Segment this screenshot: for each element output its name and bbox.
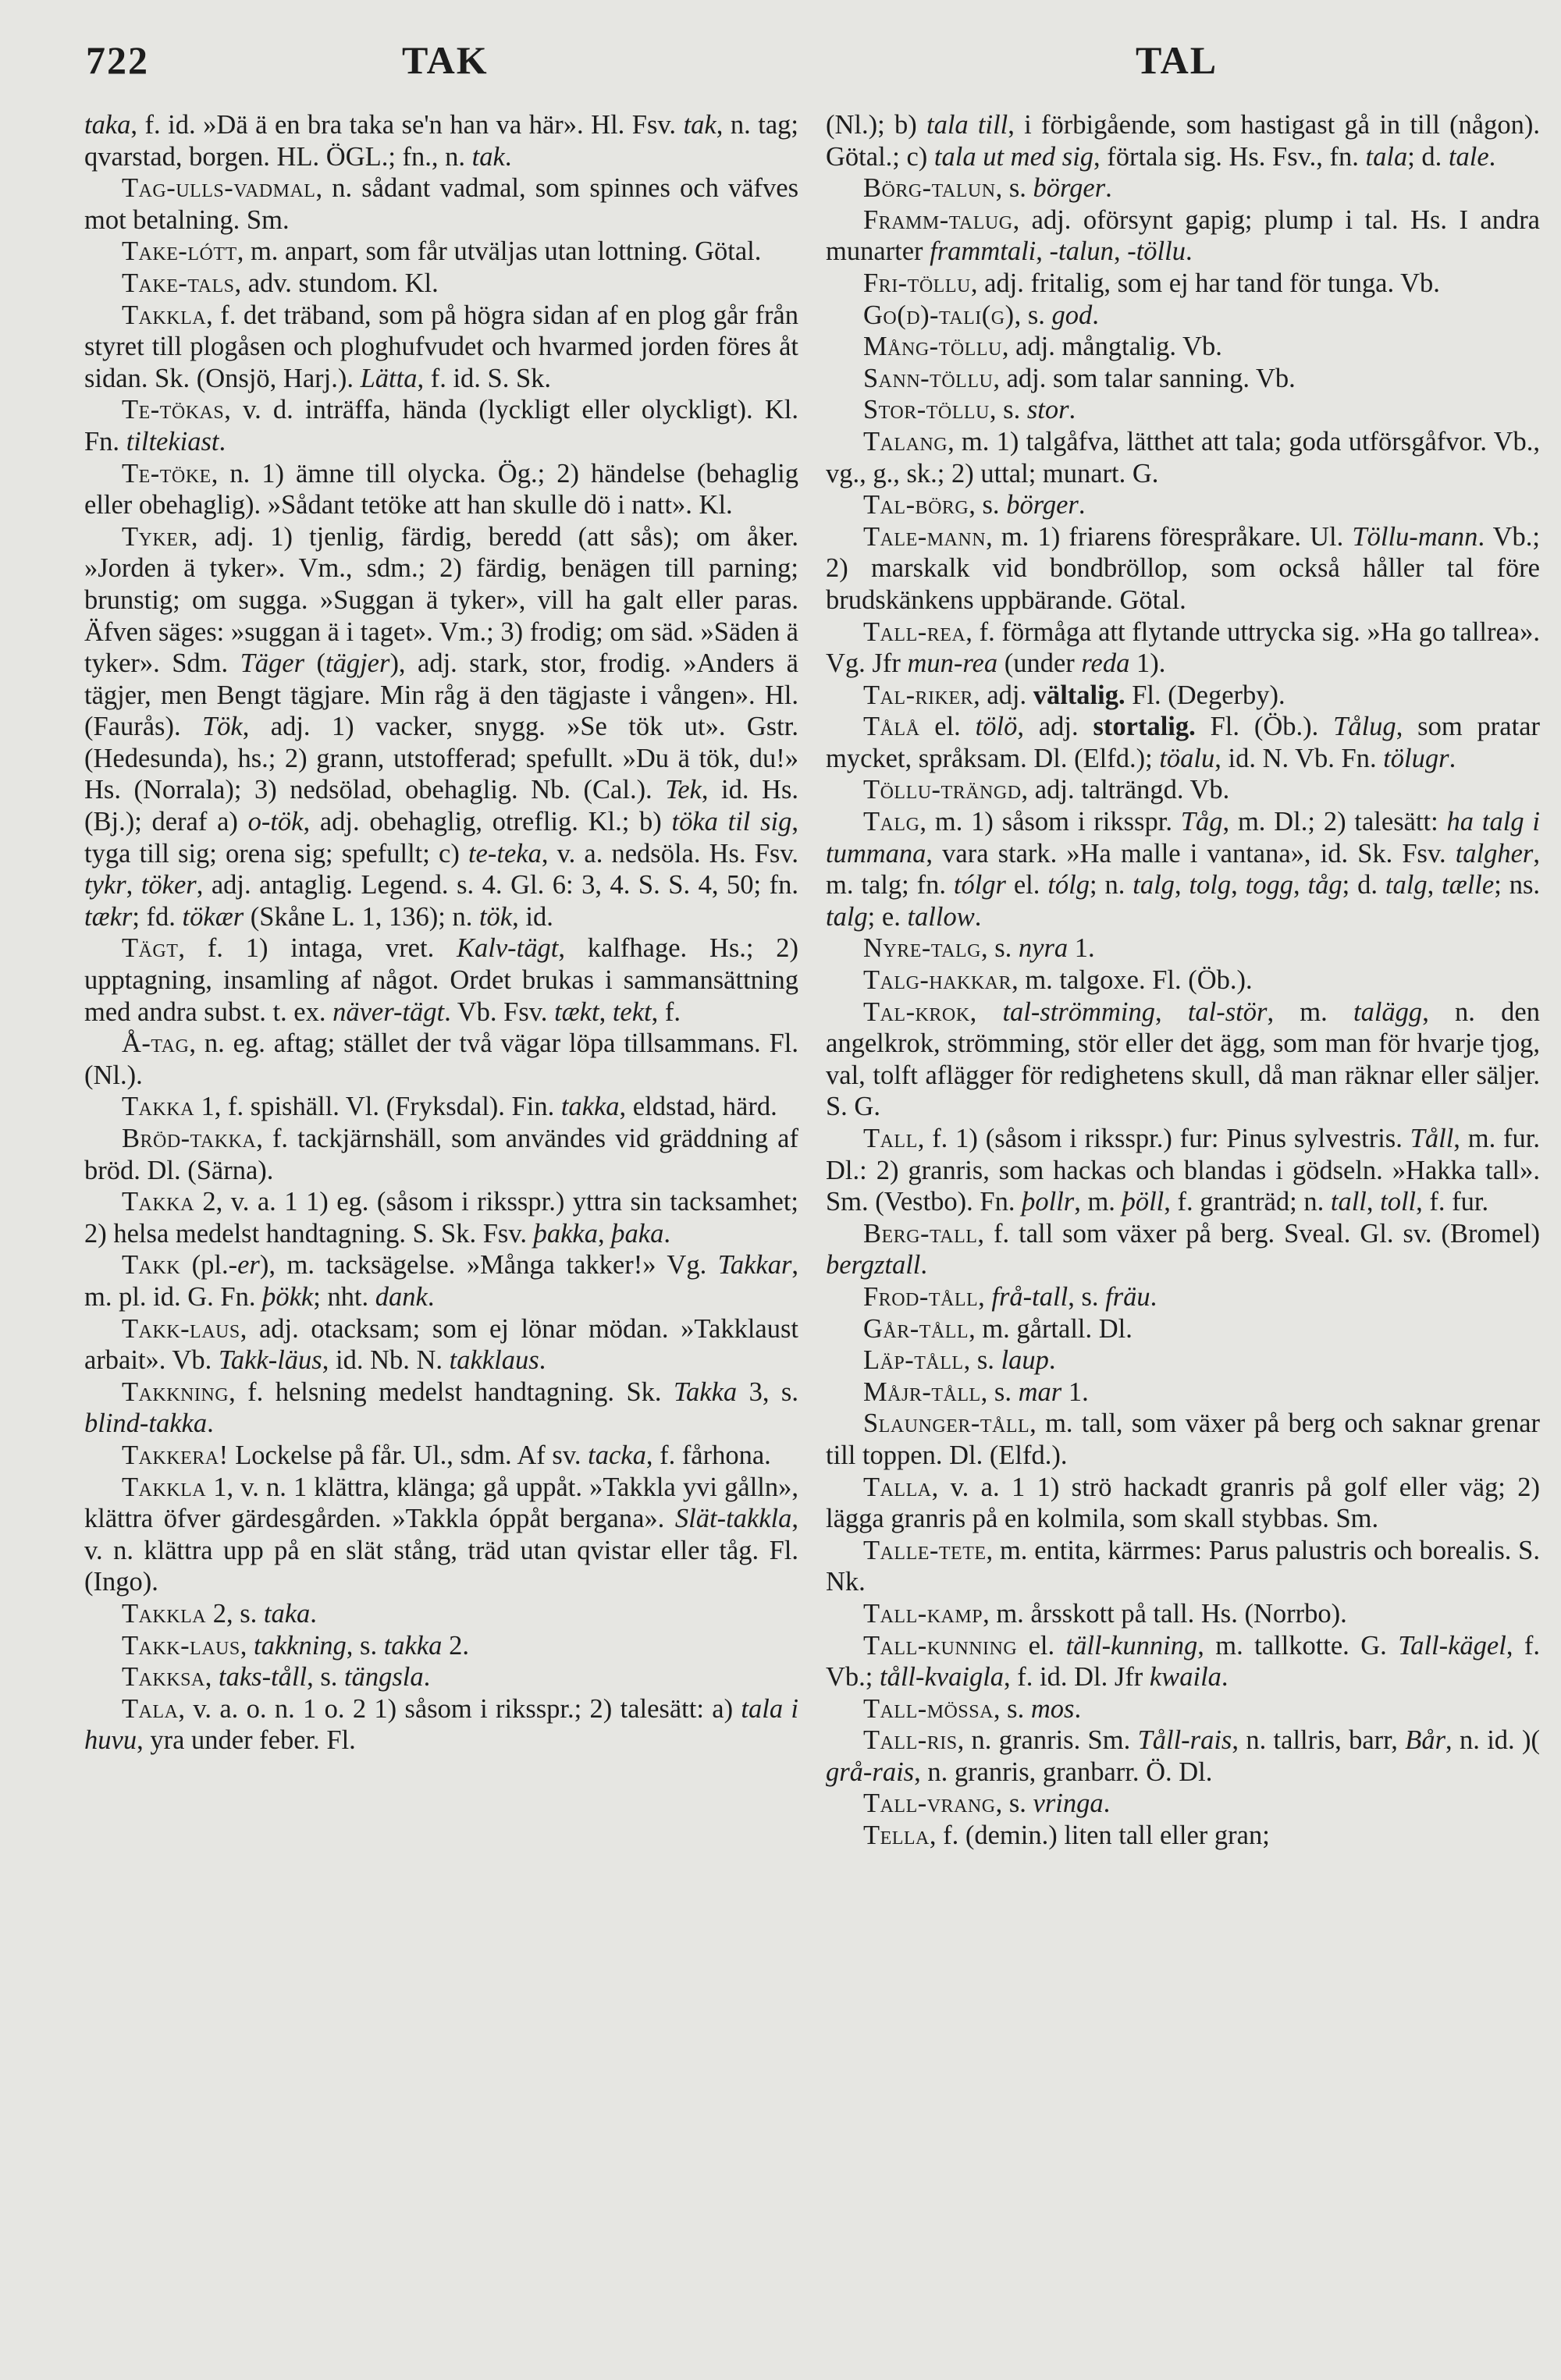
dictionary-entry: Takkla 2, s. taka. [122, 1598, 317, 1629]
dictionary-entry: Tal-riker, adj. vältalig. Fl. (Degerby). [863, 680, 1285, 710]
dictionary-entry: Takksa, taks-tåll, s. tängsla. [122, 1662, 431, 1693]
dictionary-entry: Tålå el. tölö, adj. stortalig. Fl. (Öb.). Tålug, som pratar mycket, språksam. Dl. (Elfd.); töalu, id. N. Vb. Fn. tölugr. [826, 712, 1540, 773]
dictionary-entry: Slaunger-tåll, m. tall, som växer på berg och saknar grenar till toppen. Dl. (Elfd.). [826, 1408, 1540, 1470]
dictionary-entry: Nyre-talg, s. nyra 1. [863, 933, 1095, 964]
dictionary-entry: (Nl.); b) tala till, i förbigående, som hastigast gå in till (någon). Götal.; c) tala ut med sig, förtala sig. Hs. Fsv., fn. tala; d. tale. [826, 110, 1540, 172]
dictionary-entry: Te-tökas, v. d. inträffa, hända (lyckligt eller olyckligt). Kl. Fn. tiltekiast. [84, 395, 798, 456]
dictionary-entry: Takkla, f. det träband, som på högra sidan af en plog går från styret till plogåsen och ploghufvudet och hvarmed jorden föres åt sidan. Sk. (Onsjö, Harj.). Lätta, f. id. S. Sk. [84, 300, 798, 393]
dictionary-entry: Talg-hakkar, m. talgoxe. Fl. (Öb.). [863, 965, 1253, 996]
dictionary-entry: Takk-laus, adj. otacksam; som ej lönar mödan. »Takklaust arbait». Vb. Takk-läus, id. Nb. N. takklaus. [84, 1313, 798, 1376]
dictionary-entry: Talla, v. a. 1 1) strö hackadt granris på golf eller väg; 2) lägga granris på en kolmila, som skall stybbas. Sm. [826, 1472, 1540, 1534]
left-column [84, 109, 798, 1757]
dictionary-entry: Mång-töllu, adj. mångtalig. Vb. [863, 332, 1222, 362]
dictionary-entry: Talg, m. 1) såsom i riksspr. Tåg, m. Dl.; 2) talesätt: ha talg i tummana, vara stark. »Ha malle i vantana», id. Sk. Fsv. talgher, m. talg; fn. tólgr el. tólg; n. talg, tolg, togg, tåg; d. talg, tælle; ns. talg; e. tallow. [826, 807, 1541, 932]
dictionary-entry: Berg-tall, f. tall som växer på berg. Sveal. Gl. sv. (Bromel) bergztall. [826, 1218, 1540, 1281]
dictionary-entry: Måjr-tåll, s. mar 1. [863, 1376, 1089, 1407]
dictionary-entry: taka, f. id. »Dä ä en bra taka se'n han va här». Hl. Fsv. tak, n. tag; qvarstad, borgen. HL. ÖGL.; fn., n. tak. [84, 110, 798, 172]
dictionary-entry: Tal-börg, s. börger. [863, 490, 1086, 520]
dictionary-entry: Tall, f. 1) (såsom i riksspr.) fur: Pinus sylvestris. Tåll, m. fur. Dl.: 2) granris, som hackas och blandas i gödseln. »Hakka tall». Sm. (Vestbo). Fn. þollr, m. þöll, f. granträd; n. tall, toll, f. fur. [826, 1124, 1540, 1217]
dictionary-entry: Framm-talug, adj. oförsynt gapig; plump i tal. Hs. I andra munarter frammtali, -talun, -töllu. [826, 204, 1540, 267]
dictionary-entry: Take-tals, adv. stundom. Kl. [122, 268, 439, 298]
dictionary-entry: Talle-tete, m. entita, kärrmes: Parus palustris och borealis. S. Nk. [826, 1535, 1540, 1597]
page-number: 722 [86, 38, 149, 82]
dictionary-entry: Takk (pl.-er), m. tacksägelse. »Många takker!» Vg. Takkar, m. pl. id. G. Fn. þökk; nht. dank. [84, 1250, 798, 1312]
dictionary-entry: Börg-talun, s. börger. [863, 173, 1112, 204]
left-running-head: TAK [402, 38, 489, 82]
dictionary-entry: Go(d)-tali(g), s. god. [863, 300, 1099, 330]
dictionary-entry: Stor-töllu, s. stor. [863, 395, 1076, 425]
dictionary-entry: Bröd-takka, f. tackjärnshäll, som användes vid gräddning af bröd. Dl. (Särna). [84, 1124, 798, 1185]
dictionary-entry: Frod-tåll, frå-tall, s. fräu. [863, 1281, 1157, 1312]
dictionary-entry: Tall-vrang, s. vringa. [863, 1789, 1111, 1819]
dictionary-entry: Takkera! Lockelse på får. Ul., sdm. Af sv. tacka, f. fårhona. [122, 1440, 771, 1470]
dictionary-entry: Tag-ulls-vadmal, n. sådant vadmal, som spinnes och väfves mot betalning. Sm. [84, 173, 798, 235]
page-header [0, 30, 1561, 92]
dictionary-entry: Tyker, adj. 1) tjenlig, färdig, beredd (att sås); om åker. »Jorden ä tyker». Vm., sdm.; 2) färdig, benägen till parning; brunstig; om sugga. »Suggan ä tyker», vill ha galt eller paras. Äfven säges: »suggan ä i taget». Vm.; 3) frodig; om säd. »Säden ä tyker». Sdm. Täger (tägjer), adj. stark, stor, frodig. »Anders ä tägjer, men Bengt tägjare. Min råg ä den tägjaste i vången». Hl. (Faurås). Tök, adj. 1) vacker, snygg. »Se tök ut». Gstr. (Hedesunda), hs.; 2) grann, utstofferad; spefullt. »Du ä tök, du!» Hs. (Norrala); 3) nedsölad, obehaglig. Nb. (Cal.). Tek, id. Hs. (Bj.); deraf a) o-tök, adj. obehaglig, otreflig. Kl.; b) töka til sig, tyga till sig; orena sig; spefullt; c) te-teka, v. a. nedsöla. Hs. Fsv. tykr, töker, adj. antaglig. Legend. s. 4. Gl. 6: 3, 4. S. S. 4, 50; fn. tækr; fd. tökær (Skåne L. 1, 136); n. tök, id. [84, 521, 798, 932]
dictionary-entry: Takkla 1, v. n. 1 klättra, klänga; gå uppåt. »Takkla yvi gålln», klättra öfver gärdesgården. »Takkla óppåt bergana». Slät-takkla, v. n. klättra upp på en slät stång, träd utan qvistar eller tåg. Fl. (Ingo). [84, 1472, 798, 1597]
dictionary-entry: Tall-ris, n. granris. Sm. Tåll-rais, n. tallris, barr, Bår, n. id. )( grå-rais, n. granris, granbarr. Ö. Dl. [826, 1725, 1540, 1787]
right-running-head: TAL [1136, 38, 1218, 82]
dictionary-entry: Take-lótt, m. anpart, som får utväljas utan lottning. Götal. [122, 236, 762, 267]
dictionary-entry: Talang, m. 1) talgåfva, lätthet att tala; goda utförsgåfvor. Vb., vg., g., sk.; 2) uttal; munart. G. [826, 426, 1540, 488]
dictionary-entry: Fri-töllu, adj. fritalig, som ej har tand för tunga. Vb. [863, 268, 1440, 298]
dictionary-entry: Tale-mann, m. 1) friarens förespråkare. Ul. Töllu-mann. Vb.; 2) marskalk vid bondbröllop, som också håller tal före brudskänkens uppbärande. Götal. [826, 521, 1540, 615]
dictionary-entry: Tal-krok, tal-strömming, tal-stör, m. talägg, n. den angelkrok, strömming, stör eller det ägg, som man för hvarje tjog, val, tolft aflägger för redighetens skull, då man räknar eller säljer. S. G. [826, 996, 1540, 1122]
dictionary-entry: Tall-kamp, m. årsskott på tall. Hs. (Norrbo). [863, 1598, 1347, 1629]
right-column [826, 109, 1540, 1852]
dictionary-entry: Läp-tåll, s. laup. [863, 1345, 1056, 1376]
dictionary-entry: Sann-töllu, adj. som talar sanning. Vb. [863, 363, 1296, 393]
dictionary-entry: Takkning, f. helsning medelst handtagning. Sk. Takka 3, s. blind-takka. [84, 1376, 798, 1439]
dictionary-entry: Å-tag, n. eg. aftag; stället der två vägar löpa tillsammans. Fl. (Nl.). [84, 1028, 798, 1090]
dictionary-entry: Töllu-trängd, adj. talträngd. Vb. [863, 775, 1230, 805]
dictionary-entry: Tägt, f. 1) intaga, vret. Kalv-tägt, kalfhage. Hs.; 2) upptagning, insamling af något. Ordet brukas i sammansättning med andra subst. t. ex. näver-tägt. Vb. Fsv. tækt, tekt, f. [84, 933, 798, 1027]
dictionary-entry: Tall-mössa, s. mos. [863, 1693, 1082, 1724]
dictionary-entry: Takka 1, f. spishäll. Vl. (Fryksdal). Fin. takka, eldstad, härd. [122, 1092, 777, 1122]
dictionary-entry: Takka 2, v. a. 1 1) eg. (såsom i riksspr.) yttra sin tacksamhet; 2) helsa medelst handtagning. S. Sk. Fsv. þakka, þaka. [84, 1187, 798, 1249]
dictionary-entry: Tella, f. (demin.) liten tall eller gran; [863, 1821, 1270, 1851]
dictionary-entry: Tala, v. a. o. n. 1 o. 2 1) såsom i riksspr.; 2) talesätt: a) tala i huvu, yra under feber. Fl. [84, 1693, 798, 1756]
dictionary-entry: Tall-rea, f. förmåga att flytande uttrycka sig. »Ha go tallrea». Vg. Jfr mun-rea (under reda 1). [826, 616, 1540, 679]
dictionary-entry: Tall-kunning el. täll-kunning, m. tallkotte. G. Tall-kägel, f. Vb.; tåll-kvaigla, f. id. Dl. Jfr kwaila. [826, 1630, 1540, 1693]
dictionary-entry: Går-tåll, m. gårtall. Dl. [863, 1313, 1133, 1344]
dictionary-entry: Te-töke, n. 1) ämne till olycka. Ög.; 2) händelse (behaglig eller obehaglig). »Sådant tetöke att han skulle dö i natt». Kl. [84, 458, 798, 520]
dictionary-entry: Takk-laus, takkning, s. takka 2. [122, 1630, 469, 1661]
